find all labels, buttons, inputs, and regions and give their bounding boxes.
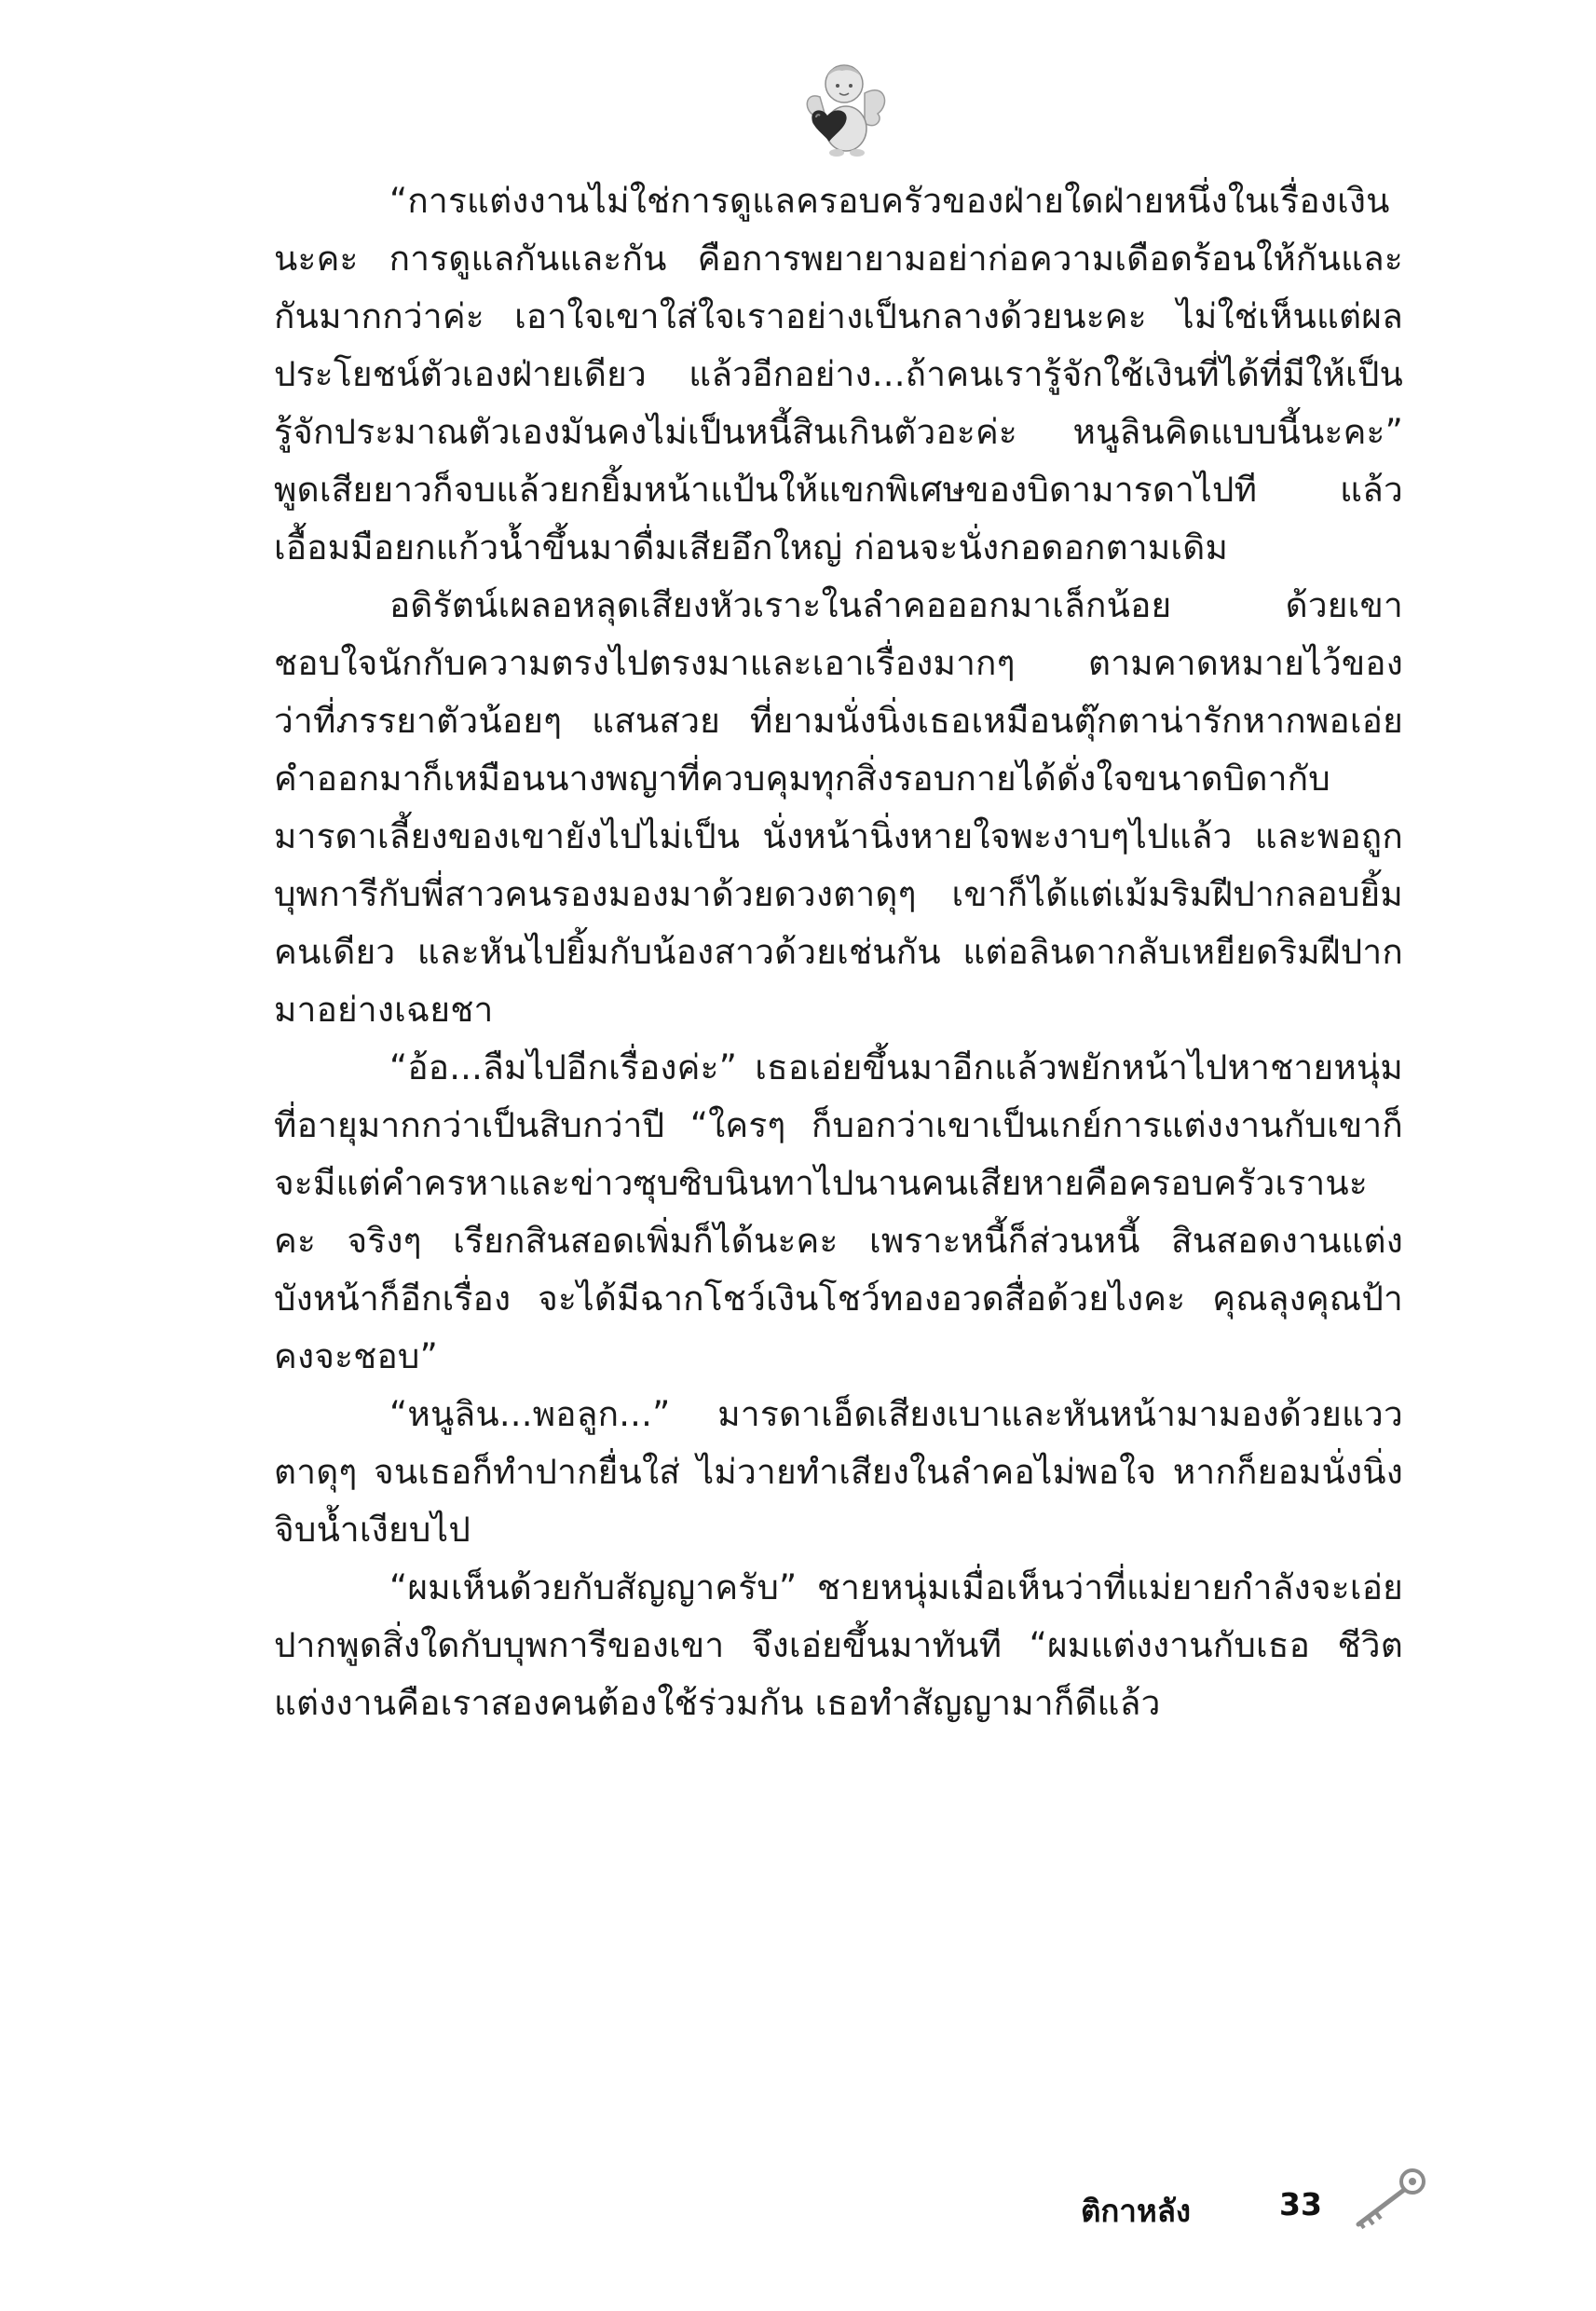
paragraph: “การแต่งงานไม่ใช่การดูแลครอบครัวของฝ่ายใดฝ่ายหนึ่งในเรื่องเงินนะคะ การดูแลกันและกัน คือการพยายามอย่าก่อความเดือดร้อนให้กันและกันมากกว่าค่ะ เอาใจเขาใส่ใจเราอย่างเป็นกลางด้วยนะคะ ไม่ใช่เห็นแต่ผลประโยชน์ตัวเองฝ่ายเดียว แล้วอีกอย่าง...ถ้าคนเรารู้จักใช้เงินที่ได้ที่มีให้เป็น รู้จักประมาณตัวเองมันคงไม่เป็นหนี้สินเกินตัวอะค่ะ หนูลินคิดแบบนี้นะคะ” พูดเสียยาวก็จบแล้วยกยิ้มหน้าแป้นให้แขกพิเศษของบิดามารดาไปที แล้วเอื้อมมือยกแก้วน้ำขึ้นมาดื่มเสียอึกใหญ่ ก่อนจะนั่งกอดอกตามเดิม <box>274 181 1403 567</box>
paragraph: อดิรัตน์เผลอหลุดเสียงหัวเราะในลำคอออกมาเล็กน้อย ด้วยเขาชอบใจนักกับความตรงไปตรงมาและเอาเรื่องมากๆ ตามคาดหมายไว้ของว่าที่ภรรยาตัวน้อยๆ แสนสวย ที่ยามนั่งนิ่งเธอเหมือนตุ๊กตาน่ารักหากพอเอ่ยคำออกมาก็เหมือนนางพญาที่ควบคุมทุกสิ่งรอบกายได้ดั่งใจขนาดบิดากับมารดาเลี้ยงของเขายังไปไม่เป็น นั่งหน้านิ่งหายใจพะงาบๆไปแล้ว และพอถูกบุพการีกับพี่สาวคนรองมองมาด้วยดวงตาดุๆ เขาก็ได้แต่เม้มริมฝีปากลอบยิ้มคนเดียว และหันไปยิ้มกับน้องสาวด้วยเช่นกัน แต่อลินดากลับเหยียดริมฝีปากมาอย่างเฉยชา <box>274 585 1403 1030</box>
body-text <box>274 172 1403 1732</box>
paragraph: “ผมเห็นด้วยกับสัญญาครับ” ชายหนุ่มเมื่อเห็นว่าที่แม่ยายกำลังจะเอ่ยปากพูดสิ่งใดกับบุพการีของเขา จึงเอ่ยขึ้นมาทันที “ผมแต่งงานกับเธอ ชีวิตแต่งงานคือเราสองคนต้องใช้ร่วมกัน เธอทำสัญญามาก็ดีแล้ว <box>274 1567 1403 1723</box>
cupid-holding-heart-icon <box>799 58 893 160</box>
book-title: ติกาหลัง <box>1081 2193 1192 2229</box>
paragraph: “อ้อ...ลืมไปอีกเรื่องค่ะ” เธอเอ่ยขึ้นมาอีกแล้วพยักหน้าไปหาชายหนุ่มที่อายุมากกว่าเป็นสิบกว่าปี “ใครๆ ก็บอกว่าเขาเป็นเกย์การแต่งงานกับเขาก็จะมีแต่คำครหาและข่าวซุบซิบนินทาไปนานคนเสียหายคือครอบครัวเรานะคะ จริงๆ เรียกสินสอดเพิ่มก็ได้นะคะ เพราะหนี้ก็ส่วนหนี้ สินสอดงานแต่งบังหน้าก็อีกเรื่อง จะได้มีฉากโชว์เงินโชว์ทองอวดสื่อด้วยไงคะ คุณลุงคุณป้าคงจะชอบ” <box>274 1047 1403 1376</box>
page-number: 33 <box>1279 2186 1322 2222</box>
page-footer <box>1081 2160 1472 2235</box>
key-icon <box>1347 2165 1431 2232</box>
paragraph: “หนูลิน...พอลูก...” มารดาเอ็ดเสียงเบาและหันหน้ามามองด้วยแววตาดุๆ จนเธอก็ทำปากยื่นใส่ ไม่วายทำเสียงในลำคอไม่พอใจ หากก็ยอมนั่งนิ่งจิบน้ำเงียบไป <box>274 1394 1403 1550</box>
